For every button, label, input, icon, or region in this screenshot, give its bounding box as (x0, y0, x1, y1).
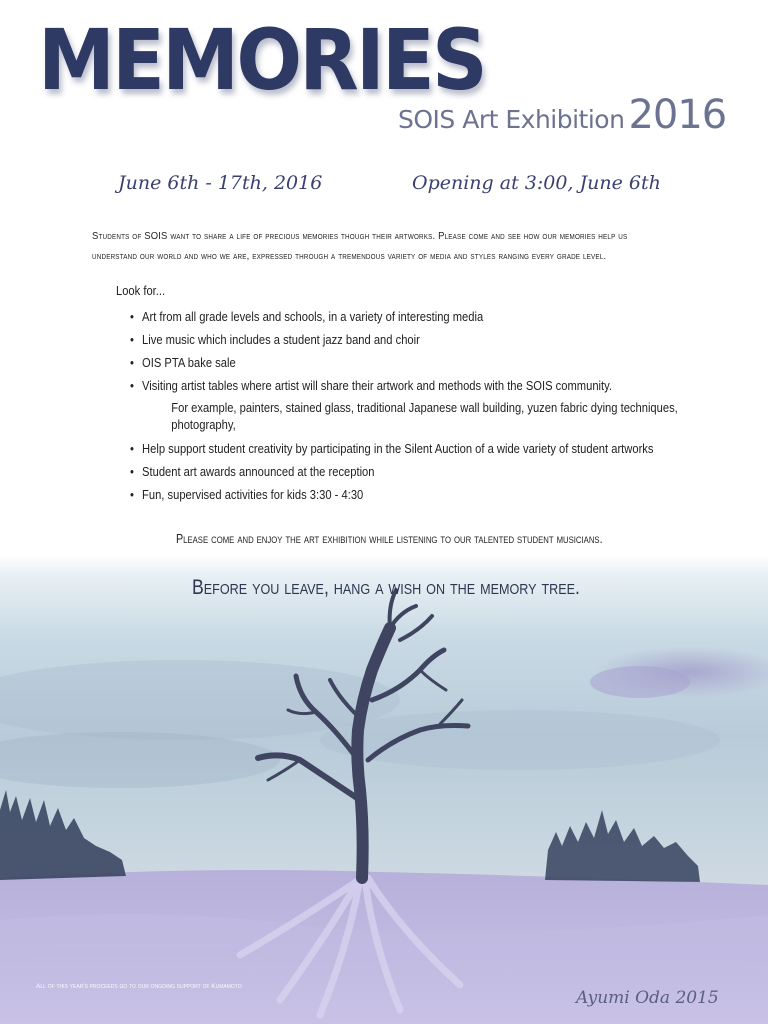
exhibition-subtitle (398, 92, 726, 138)
memory-tree-callout: Before you leave, hang a wish on the memory tree. (192, 576, 580, 599)
proceeds-footnote: All of this year's proceeds go to our ongoing support of Kumamoto (36, 983, 242, 990)
list-item: • Live music which includes a student jazz band and choir (130, 328, 680, 351)
list-item: • OIS PTA bake sale (130, 351, 680, 374)
intro-paragraph: Students of SOIS want to share a life of precious memories though their artworks. Please come and see how our memories help us understand our world and who we are, expressed through a tremendous variety of media and styles ranging every grade level. (92, 230, 628, 262)
musicians-note: Please come and enjoy the art exhibition while listening to our talented student musicians. (176, 532, 603, 546)
subtitle-text: SOIS Art Exhibition (398, 105, 625, 134)
highlights-list (130, 305, 680, 506)
look-for-heading: Look for... (116, 283, 166, 298)
list-item: • Visiting artist tables where artist will share their artwork and methods with the SOIS community. (130, 374, 680, 397)
list-item-detail: For example, painters, stained glass, traditional Japanese wall building, yuzen fabric dying techniques, photography, (171, 400, 678, 432)
opening-time: Opening at 3:00, June 6th (412, 172, 661, 194)
list-item: • Help support student creativity by participating in the Silent Auction of a wide variety of student artworks (130, 437, 680, 460)
list-item: • Art from all grade levels and schools, in a variety of interesting media (130, 305, 680, 328)
list-item: • Fun, supervised activities for kids 3:30 - 4:30 (130, 483, 680, 506)
poster-title: MEMORIES (38, 11, 485, 109)
artist-signature: Ayumi Oda 2015 (576, 988, 719, 1008)
exhibition-dates: June 6th - 17th, 2016 (118, 172, 323, 194)
subtitle-year: 2016 (628, 92, 727, 138)
list-item: • Student art awards announced at the reception (130, 460, 680, 483)
